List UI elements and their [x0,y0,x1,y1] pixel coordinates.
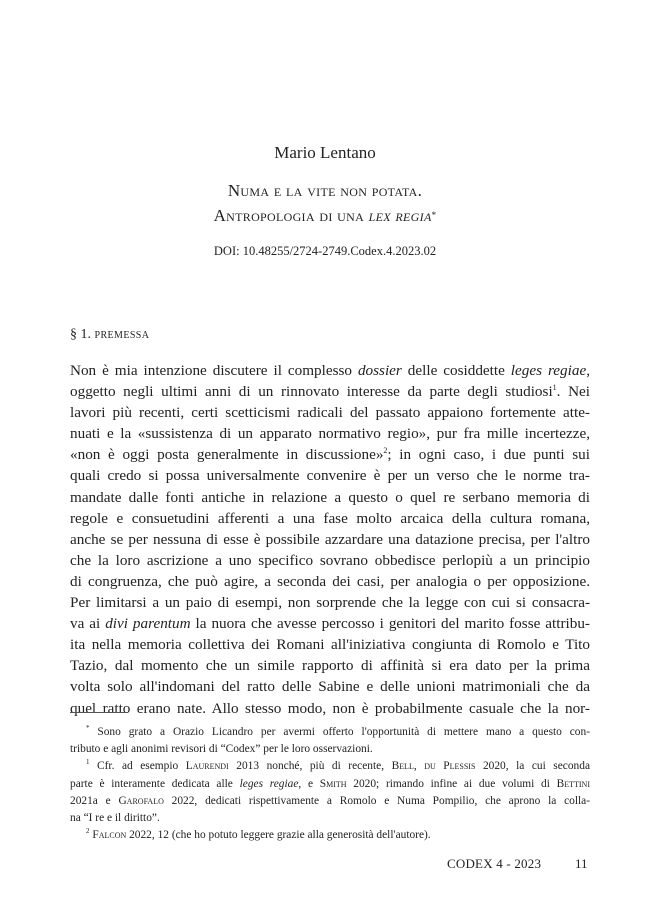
body-line: anche se per nessuna di esse è possibile azzardare una datazione precisa, per l'altro [70,530,590,548]
body-line: quali credo si possa universalmente convenire è per un verso che le norme tra- [70,467,590,485]
footnote-divider [70,712,128,713]
title-line-2-prefix: Antropologia di una [213,206,369,225]
title-line-2-italic: lex regia [368,206,432,225]
body-line: volta solo all'indomani del ratto delle Sabine e delle unioni matrimoniali che da [70,678,590,696]
body-line: «non è oggi posta generalmente in discussione»$^2$; in ogni caso, i due punti sui [70,446,591,464]
footnote-mark: 1 [86,758,90,767]
body-line: va ai divi parentum la nuora che avesse percosso i genitori del marito fosse attribu- [70,615,590,633]
doi: DOI: 10.48255/2724-2749.Codex.4.2023.02 [213,244,437,258]
title-line-2 [0,203,650,228]
section-title: premessa [94,327,150,342]
footnote-1-line-3: 2021a e Garofalo 2022, dedicati rispettivamente a Romolo e Numa Pompilio, che aprono la colla- [70,794,590,807]
footnote-star-line-1: * Sono grato a Orazio Licandro per avermi offerto l'opportunità di mettere mano a questo con- [86,724,590,738]
journal-footer: CODEX 4 - 2023 [447,856,542,871]
body-line: Tazio, dal momento che un simile rapporto di affinità si era dato per la prima [70,657,590,675]
body-line: nuati e la «sussistenza di un apparato normativo regio», pur fra mille incertezze, [70,425,590,443]
page-number: 11 [575,856,588,871]
footnote-2: $^2$ Falcon 2022, 12 (che ho potuto leggere grazie alla generosità dell'autore). [86,827,431,842]
article-title [0,178,650,228]
body-line: quel ratto erano nate. Allo stesso modo, non è probabilmente casuale che la nor- [70,699,590,717]
body-line: che la loro ascrizione a uno specifico sovrano obbedisce perlopiù a un principio [70,551,590,569]
author-name: Mario Lentano [274,143,376,162]
body-line: oggetto negli ultimi anni di un rinnovato interesse da parte degli studiosi$^1$. Nei [70,383,591,401]
footnote-1-line-1: $^1$ Cfr. ad esempio Laurendi 2013 nonché, più di recente, Bell, du Plessis 2020, la cui seconda [86,758,590,773]
title-line-1: Numa e la vite non potata. [227,181,423,200]
footnote-1-line-4: na “I re e il diritto”. [70,812,160,825]
body-line: mandate dalle fonti antiche in relazione a questo o quel re serbano memoria di [70,488,590,506]
footnote-mark: 2 [86,827,90,836]
body-line: Per limitarsi a un paio di esempi, non sorprende che la legge con cui si consacra- [70,594,590,612]
body-line: lavori più recenti, certi scetticismi radicali del passato appaiono fortemente atte- [70,404,590,422]
footnote-star-mark: * [86,724,90,733]
section-number: § 1. [70,327,91,342]
section-heading [70,327,149,343]
body-line: Non è mia intenzione discutere il complesso dossier delle cosiddette leges regiae, [70,362,590,379]
footnotes [70,724,590,844]
body-text [70,360,590,719]
body-line: regole e consuetudini afferenti a una fase molto arcaica della cultura romana, [70,509,590,527]
body-line: di congruenza, che può agire, a seconda dei casi, per analogia o per opposizione. [70,572,590,590]
footnote-1-line-2: parte è interamente dedicata alle leges regiae, e Smith 2020; rimando infine ai due volumi di Bettini [70,777,590,790]
body-line: ita nella memoria collettiva dei Romani all'iniziativa congiunta di Romolo e Tito [70,636,590,654]
title-footnote-mark: * [431,210,437,220]
footnote-star-line-2: tributo e agli anonimi revisori di “Codex” per le loro osservazioni. [70,743,373,756]
